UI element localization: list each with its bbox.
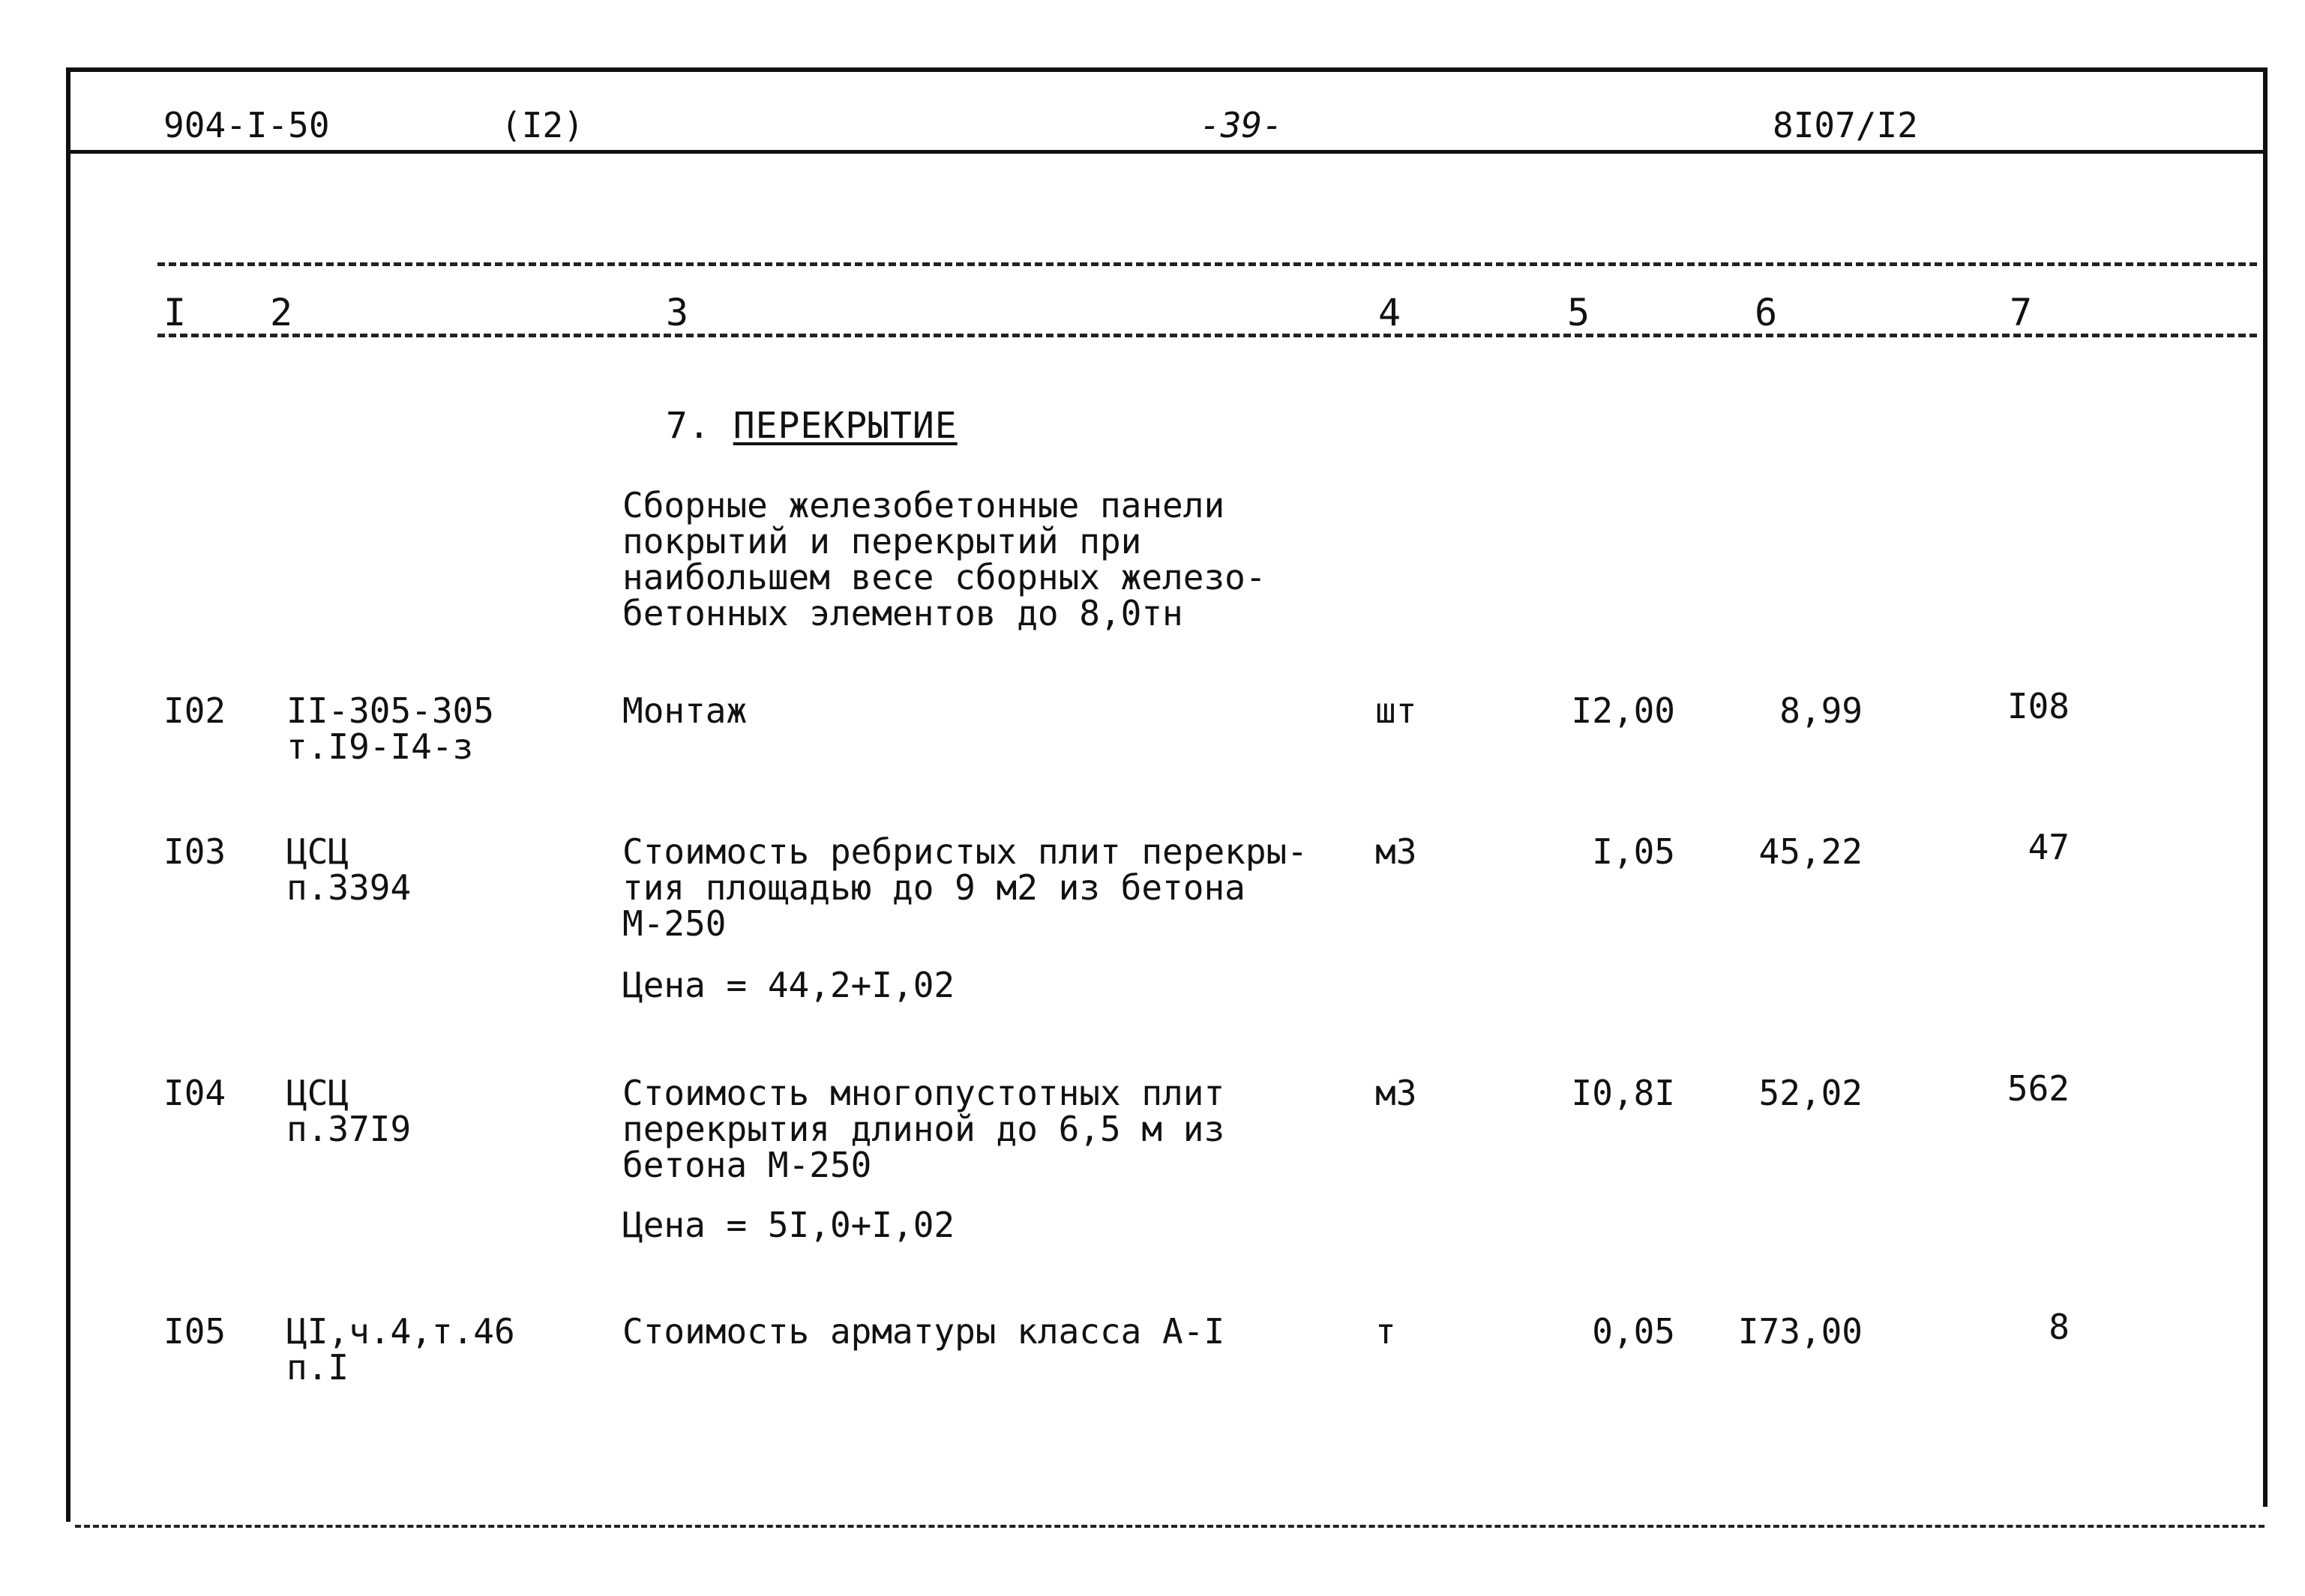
row-total: 8 bbox=[2049, 1307, 2070, 1347]
row-total: 562 bbox=[2007, 1068, 2070, 1109]
column-number-7: 7 bbox=[2010, 291, 2033, 334]
row-number: I04 bbox=[163, 1073, 226, 1113]
column-number-2: 2 bbox=[270, 291, 293, 334]
document-code: 904-I-50 bbox=[163, 105, 330, 145]
column-header-bottom-rule bbox=[157, 334, 2257, 337]
row-description-line: М-250 bbox=[622, 903, 727, 944]
row-price-note: Цена = 5I,0+I,02 bbox=[622, 1205, 955, 1245]
row-description bbox=[622, 1311, 1225, 1352]
column-number-1: I bbox=[163, 291, 187, 334]
row-code bbox=[286, 690, 494, 767]
row-description-line: перекрытия длиной до 6,5 м из bbox=[622, 1109, 1225, 1149]
row-unit-price: I73,00 bbox=[1737, 1311, 1863, 1352]
row-number: I03 bbox=[163, 831, 226, 872]
column-number-5: 5 bbox=[1567, 291, 1590, 334]
row-quantity: 0,05 bbox=[1592, 1311, 1675, 1352]
row-unit: м3 bbox=[1375, 1073, 1417, 1113]
row-quantity: I0,8I bbox=[1571, 1073, 1675, 1113]
row-description-line: Стоимость арматуры класса А-I bbox=[622, 1311, 1225, 1352]
row-unit: шт bbox=[1375, 690, 1417, 731]
row-unit-price: 8,99 bbox=[1779, 690, 1863, 731]
column-number-6: 6 bbox=[1755, 291, 1778, 334]
column-header-top-rule bbox=[157, 262, 2257, 266]
row-code-line: п.I bbox=[286, 1347, 349, 1388]
row-code-line: ЦСЦ bbox=[286, 831, 349, 872]
row-description bbox=[622, 690, 748, 731]
row-quantity: I,05 bbox=[1592, 831, 1675, 872]
section-intro bbox=[622, 487, 1266, 631]
row-number: I02 bbox=[163, 690, 226, 731]
row-description-line: Стоимость ребристых плит перекры- bbox=[622, 831, 1308, 872]
frame-left-border bbox=[66, 67, 70, 1522]
row-unit-price: 45,22 bbox=[1758, 831, 1863, 872]
row-description-line: Стоимость многопустотных плит bbox=[622, 1073, 1225, 1113]
section-intro-line: бетонных элементов до 8,0тн bbox=[622, 593, 1183, 633]
sheet-code: 8I07/I2 bbox=[1773, 105, 1918, 145]
row-code-line: ЦСЦ bbox=[286, 1073, 349, 1113]
page-number: -39- bbox=[1200, 105, 1283, 145]
section-title bbox=[666, 405, 958, 447]
header-rule bbox=[66, 150, 2268, 154]
row-description bbox=[622, 831, 1308, 944]
row-price-note: Цена = 44,2+I,02 bbox=[622, 965, 955, 1005]
row-unit: т bbox=[1375, 1311, 1396, 1352]
document-subcode: (I2) bbox=[501, 105, 584, 145]
frame-right-border bbox=[2263, 67, 2268, 1507]
row-code-line: ЦI,ч.4,т.46 bbox=[286, 1311, 515, 1352]
section-intro-line: покрытий и перекрытий при bbox=[622, 521, 1142, 561]
row-description-line: бетона М-250 bbox=[622, 1145, 872, 1185]
row-code bbox=[286, 831, 412, 908]
section-intro-line: наибольшем весе сборных железо- bbox=[622, 557, 1266, 597]
row-description-line: тия площадью до 9 м2 из бетона bbox=[622, 867, 1245, 908]
row-total: I08 bbox=[2007, 686, 2070, 726]
section-intro-line: Сборные железобетонные панели bbox=[622, 485, 1225, 526]
frame-top-border bbox=[66, 67, 2268, 72]
row-code bbox=[286, 1075, 411, 1147]
row-code bbox=[286, 1311, 515, 1388]
row-code-line: II-305-305 bbox=[286, 690, 494, 731]
row-description-line: Монтаж bbox=[622, 690, 748, 731]
section-title-text: ПЕРЕКРЫТИЕ bbox=[733, 405, 958, 447]
row-description bbox=[622, 1075, 1224, 1183]
section-number: 7. bbox=[666, 405, 711, 447]
bottom-rule bbox=[75, 1525, 2265, 1528]
row-number: I05 bbox=[163, 1311, 226, 1352]
row-unit: м3 bbox=[1375, 831, 1417, 872]
row-quantity: I2,00 bbox=[1571, 690, 1675, 731]
row-code-line: т.I9-I4-з bbox=[286, 726, 474, 767]
row-code-line: п.3394 bbox=[286, 867, 412, 908]
column-number-4: 4 bbox=[1378, 291, 1401, 334]
column-number-3: 3 bbox=[666, 291, 689, 334]
row-unit-price: 52,02 bbox=[1758, 1073, 1863, 1113]
row-total: 47 bbox=[2028, 827, 2070, 867]
row-code-line: п.37I9 bbox=[286, 1109, 412, 1149]
